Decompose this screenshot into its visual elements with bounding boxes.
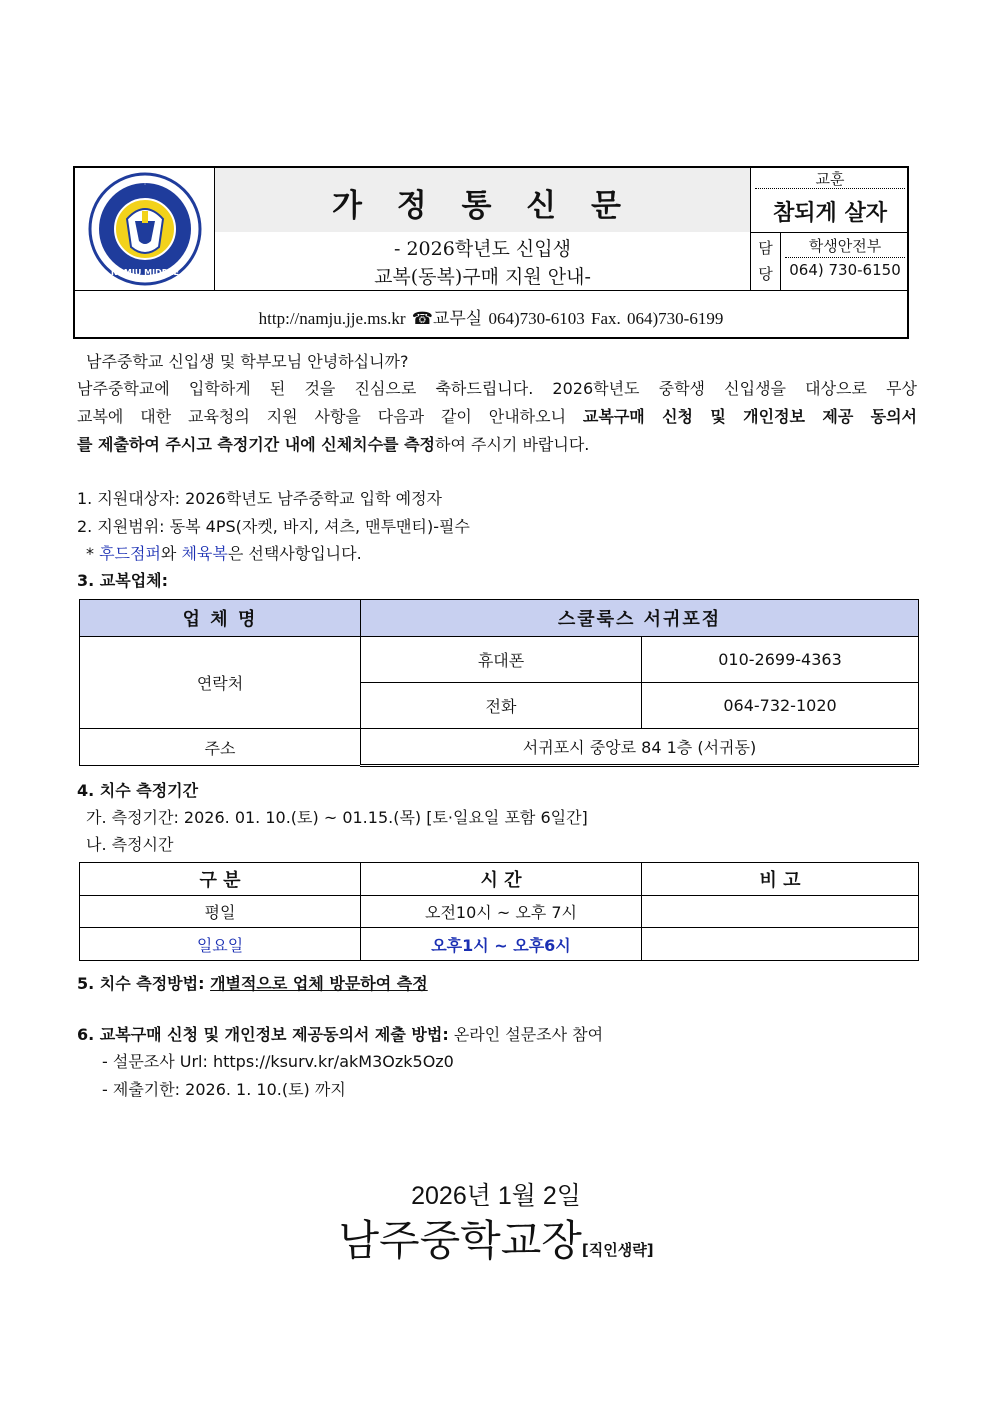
intro-bold-text: 를 제출하여 주시고 측정기간 내에 신체치수를 측정 [77, 435, 435, 454]
note-connector: 와 [160, 544, 182, 563]
col-header-time: 시 간 [361, 863, 642, 896]
contact-row [75, 290, 907, 339]
table-row [80, 928, 919, 961]
measure-method-heading: 5. 치수 측정방법: [77, 974, 211, 993]
support-target-item: 1. 지원대상자: 2026학년도 남주중학교 입학 예정자 [77, 489, 443, 508]
survey-url-line[interactable]: - 설문조사 Url: https://ksurv.kr/akM3Ozk5Oz0 [102, 1052, 454, 1071]
charge-label-top: 담 [758, 239, 773, 257]
col-header-category: 구 분 [80, 863, 361, 896]
mobile-number: 010-2699-4363 [642, 637, 919, 683]
weekday-label: 평일 [80, 896, 361, 928]
title-cell [215, 168, 751, 290]
contact-person-cell [751, 232, 909, 290]
weekday-time: 오전10시 ~ 오후 7시 [361, 896, 642, 928]
svg-text:NAMJU MIDDLE: NAMJU MIDDLE [111, 268, 179, 277]
submission-line [77, 1022, 917, 1045]
phone-label: 전화 [361, 683, 642, 729]
note-suffix: 은 선택사항입니다. [227, 544, 362, 563]
motto-label: 교훈 [815, 170, 845, 188]
intro-plain-text: 교복에 대한 교육청의 지원 사항을 다음과 같이 안내하오니 [77, 407, 583, 426]
address-value: 서귀포시 중앙로 84 1층 (서귀동) [361, 729, 919, 766]
charge-label-bottom: 당 [758, 265, 773, 283]
optional-items-note [86, 541, 926, 564]
department-name: 학생안전부 [808, 237, 882, 255]
hood-jumper-text: 후드점퍼 [99, 544, 161, 563]
intro-plain-text: 하여 주시기 바랍니다. [435, 435, 590, 454]
weekday-note [642, 896, 919, 928]
col-header-note: 비 고 [642, 863, 919, 896]
seal-omitted-note: [직인생략] [581, 1241, 654, 1259]
issue-date: 2026년 1월 2일 [411, 1182, 581, 1210]
page-title: 가 정 통 신 문 [332, 188, 633, 224]
newsletter-header [73, 166, 909, 339]
school-logo-cell [75, 168, 215, 290]
phone-number: 064-732-1020 [642, 683, 919, 729]
measure-time-table [79, 862, 919, 961]
deadline-line: - 제출기한: 2026. 1. 10.(토) 까지 [102, 1080, 346, 1099]
sunday-label: 일요일 [80, 928, 361, 961]
mobile-label: 휴대폰 [361, 637, 642, 683]
signature-line [0, 1208, 992, 1268]
intro-bold-text: 교복구매 신청 및 개인정보 제공 동의서 [582, 407, 917, 426]
measure-method-value: 개별적으로 업체 방문하여 측정 [210, 974, 428, 993]
measure-method-line [77, 971, 917, 994]
measure-period-heading: 4. 치수 측정기간 [77, 781, 199, 800]
intro-paragraph-line-1: 남주중학교에 입학하게 된 것을 진심으로 축하드립니다. 2026학년도 중학생 신입생을 대상으로 무상 [77, 379, 917, 398]
sunday-note [642, 928, 919, 961]
sunday-time: 오후1시 ~ 오후6시 [361, 928, 642, 961]
vendor-name-value: 스쿨룩스 서귀포점 [361, 600, 919, 637]
support-scope-item: 2. 지원범위: 동복 4PS(자켓, 바지, 셔츠, 맨투맨티)-필수 [77, 517, 470, 536]
vendor-name-label: 업 체 명 [80, 600, 361, 637]
motto-cell [751, 168, 909, 232]
intro-paragraph-line-2 [77, 404, 917, 427]
contact-label: 연락처 [80, 637, 361, 729]
charge-label [751, 233, 781, 291]
principal-title: 남주중학교장 [338, 1216, 582, 1265]
measure-time-heading: 나. 측정시간 [86, 835, 174, 854]
dotted-divider [755, 188, 905, 189]
dotted-divider [785, 257, 905, 258]
svg-text:·: · [143, 180, 147, 189]
vendor-heading: 3. 교복업체: [77, 571, 169, 590]
school-contact-line: http://namju.jje.ms.kr ☎교무실 064)730-6103 Fax. 064)730-6199 [258, 309, 724, 328]
subtitle-line-1: - 2026학년도 신입생 [394, 238, 571, 260]
measure-period-text: 가. 측정기간: 2026. 01. 10.(토) ~ 01.15.(목) [토·일요일 포함 6일간] [86, 808, 588, 827]
school-motto: 참되게 살자 [773, 200, 887, 226]
address-label: 주소 [80, 729, 361, 766]
pe-uniform-text: 체육복 [181, 544, 228, 563]
school-emblem-icon [85, 169, 205, 289]
greeting-text: 남주중학교 신입생 및 학부모님 안녕하십니까? [86, 352, 409, 371]
submission-heading: 6. 교복구매 신청 및 개인정보 제공동의서 제출 방법: [77, 1025, 449, 1044]
table-row [80, 896, 919, 928]
department-phone: 064) 730-6150 [789, 261, 901, 279]
submission-method: 온라인 설문조사 참여 [448, 1025, 604, 1044]
subtitle-line-2: 교복(동복)구매 지원 안내- [374, 266, 591, 288]
vendor-table [79, 599, 919, 767]
intro-paragraph-line-3 [77, 432, 917, 455]
note-bullet: * [86, 544, 100, 563]
